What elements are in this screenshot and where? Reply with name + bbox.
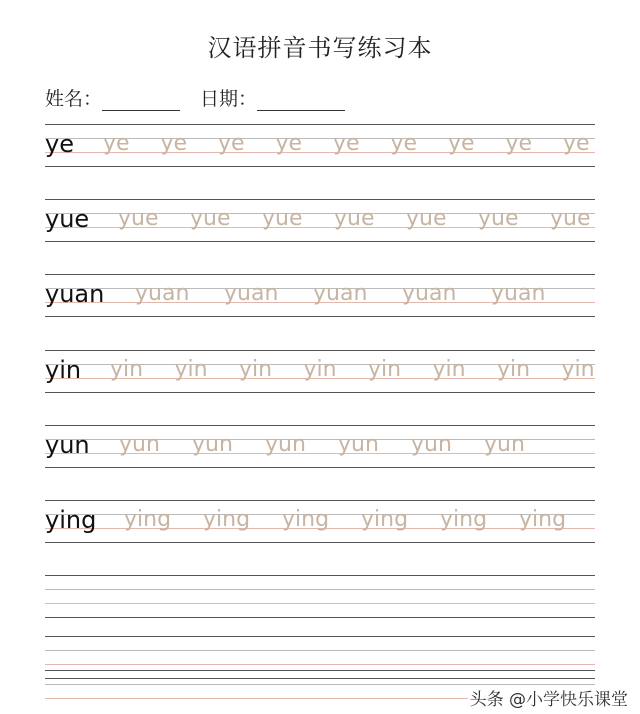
trace-syllable: yuan [491,281,546,306]
practice-row [45,350,595,392]
trace-syllable: ye [160,131,188,156]
trace-syllable: ye [448,131,475,156]
trace-syllable: yin [110,357,144,382]
trace-syllable: yue [478,206,519,231]
trace-syllable: yun [119,432,160,457]
guide-line [45,199,595,200]
name-blank[interactable] [102,96,180,111]
trace-syllable: ying [203,507,251,532]
trace-syllable: yin [174,357,208,382]
trace-syllable: yin [368,357,402,382]
trace-syllable: ying [124,507,172,532]
guide-line [45,603,595,604]
trace-syllable: ye [103,131,130,156]
trace-syllable: yin [239,357,273,382]
trace-syllable: ying [361,507,409,532]
trace-syllable: yue [334,206,375,231]
guide-line [45,392,595,393]
trace-syllable: yin [497,357,531,382]
guide-line [45,500,595,501]
trace-syllable: yin [303,357,337,382]
model-syllable: ying [45,506,97,534]
trace-syllable: ye [333,131,360,156]
name-label: 姓名： [45,88,103,110]
trace-syllable: ying [440,507,488,532]
watermark: 头条 @小学快乐课堂 [468,685,630,710]
trace-syllable: yue [406,206,447,231]
model-syllable: ye [45,130,74,158]
guide-line [45,124,595,125]
guide-line [45,664,595,665]
trace-syllable: yue [550,206,591,231]
date-label: 日期： [200,88,258,110]
trace-syllable: ying [519,507,567,532]
guide-line [45,316,595,317]
guide-line [45,425,595,426]
guide-line [45,617,595,618]
trace-syllable: yuan [224,281,279,306]
trace-syllable: yun [265,432,306,457]
guide-line [45,350,595,351]
guide-line [45,467,595,468]
practice-row [45,425,595,467]
guide-line [45,636,595,637]
page-title: 汉语拼音书写练习本 [207,34,433,62]
guide-line [45,274,595,275]
trace-syllable: yun [484,432,525,457]
guide-line [45,650,595,651]
trace-syllable: yuan [135,281,190,306]
trace-syllable: yin [561,357,595,382]
model-syllable: yue [45,205,90,233]
trace-syllable: yuan [313,281,368,306]
trace-syllable: yun [411,432,452,457]
practice-row [45,500,595,542]
trace-syllable: ye [275,131,303,156]
blank-practice-row[interactable] [45,575,595,617]
guide-line [45,542,595,543]
trace-syllable: ye [505,131,533,156]
practice-row [45,199,595,241]
guide-line [45,575,595,576]
guide-line [45,670,595,671]
guide-line [45,241,595,242]
name-field [45,84,180,111]
trace-syllable: ying [282,507,330,532]
guide-line [45,589,595,590]
practice-row [45,124,595,166]
model-syllable: yin [45,356,82,384]
trace-syllable: yue [262,206,303,231]
date-blank[interactable] [257,96,345,111]
trace-syllable: yun [192,432,233,457]
model-syllable: yuan [45,280,105,308]
trace-syllable: yuan [402,281,457,306]
trace-syllable: yin [432,357,466,382]
trace-syllable: yue [190,206,231,231]
trace-syllable: ye [390,131,418,156]
practice-row [45,274,595,316]
trace-syllable: yue [118,206,159,231]
trace-syllable: yun [338,432,379,457]
date-field [200,84,345,111]
guide-line [45,166,595,167]
model-syllable: yun [45,431,90,459]
trace-syllable: ye [563,131,590,156]
trace-syllable: ye [218,131,245,156]
